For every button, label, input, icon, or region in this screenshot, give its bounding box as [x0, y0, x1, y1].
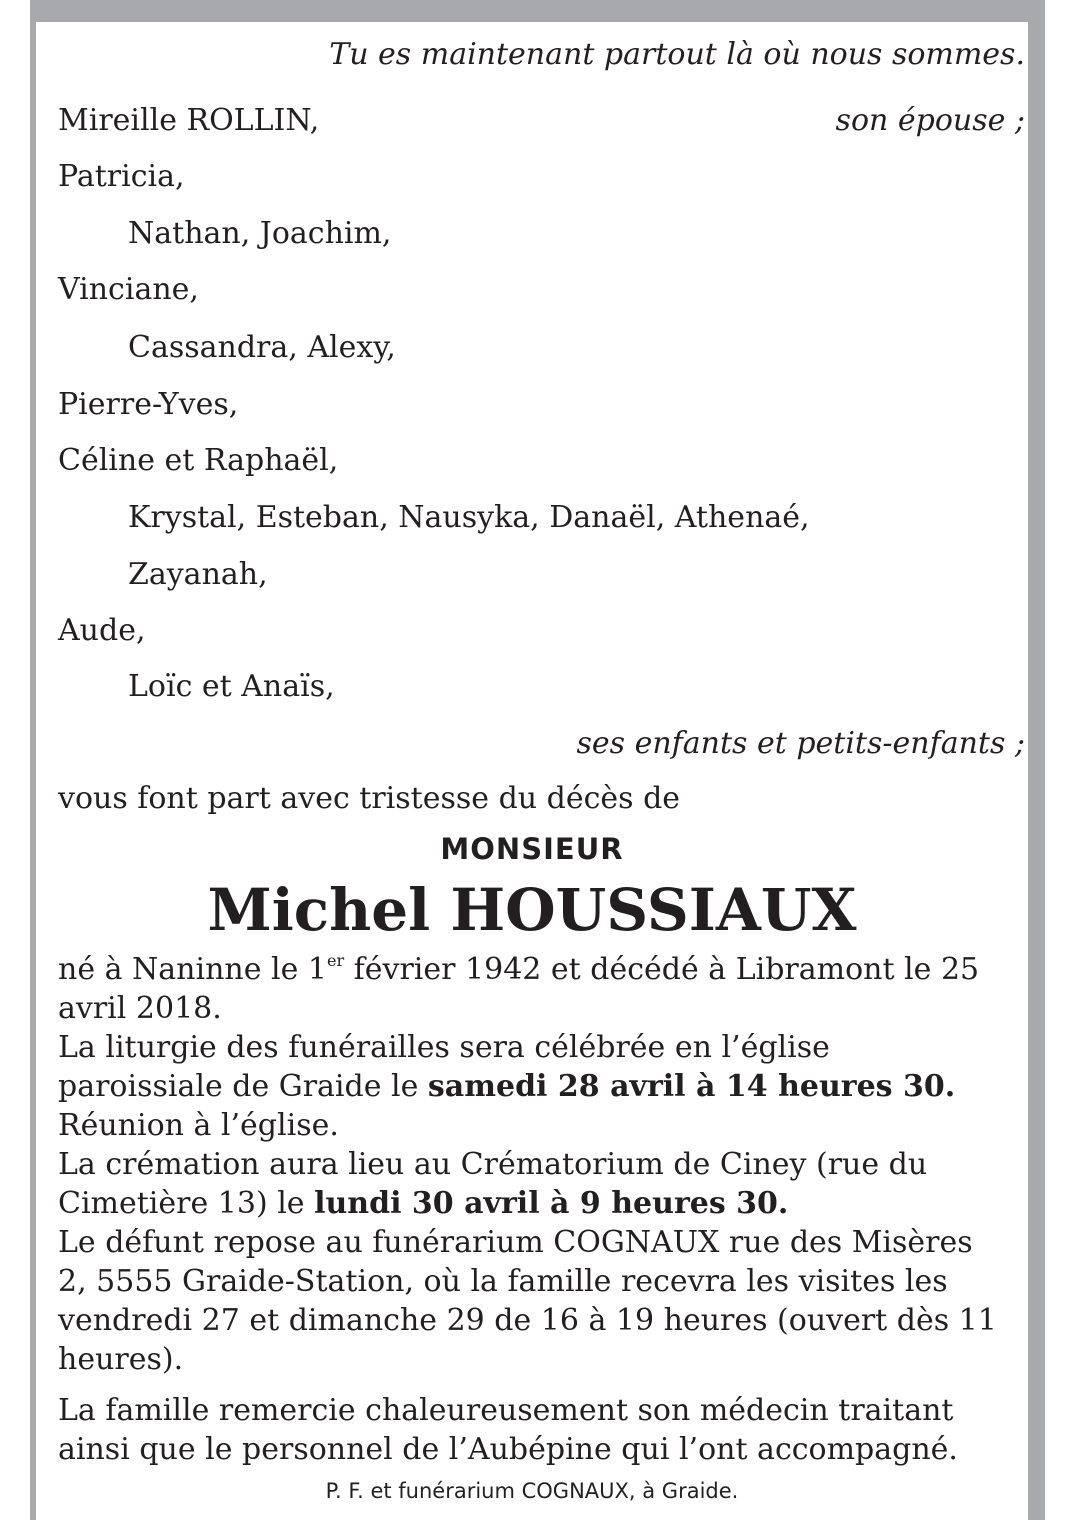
epigraph: Tu es maintenant partout là où nous sommes. — [329, 37, 1025, 72]
liturgy-info: La liturgie des funérailles sera célébrée en l’église paroissiale de Graide le samedi 28 avril à 14 heures 30. — [58, 1030, 956, 1104]
meeting-info: Réunion à l’église. — [58, 1108, 339, 1143]
family-line: Pierre-Yves, — [58, 387, 239, 422]
family-line: Zayanah, — [128, 557, 268, 592]
spouse-name: Mireille ROLLIN, — [58, 103, 320, 138]
cremation-info: La crémation aura lieu au Crématorium de Ciney (rue du Cimetière 13) le lundi 30 avril à 9 heures 30. — [58, 1147, 928, 1221]
family-line: Aude, — [58, 613, 146, 648]
family-line: Cassandra, Alexy, — [128, 330, 396, 365]
details-block — [58, 950, 1003, 1379]
family-line: Loïc et Anaïs, — [128, 669, 335, 704]
family-line: Vinciane, — [58, 272, 199, 307]
spouse-role: son épouse ; — [835, 103, 1025, 138]
birth-death-info: né à Naninne le 1er février 1942 et décédé à Libramont le 25 avril 2018. — [58, 951, 980, 1026]
funeral-home-credit: P. F. et funérarium COGNAUX, à Graide. — [325, 1479, 739, 1503]
honorific: MONSIEUR — [440, 832, 624, 866]
family-line: Krystal, Esteban, Nausyka, Danaël, Athenaé, — [128, 500, 810, 535]
children-role: ses enfants et petits-enfants ; — [576, 726, 1025, 761]
announcement: vous font part avec tristesse du décès de — [58, 781, 681, 816]
deceased-name: Michel HOUSSIAUX — [207, 876, 857, 944]
visitation-info: Le défunt repose au funérarium COGNAUX rue des Misères 2, 5555 Graide-Station, où la famille recevra les visites les vendredi 27 et dimanche 29 de 16 à 19 heures (ouvert dès 11 heures). — [58, 1225, 997, 1377]
family-line: Céline et Raphaël, — [58, 443, 339, 478]
family-line: Nathan, Joachim, — [128, 216, 392, 251]
family-line: Patricia, — [58, 159, 185, 194]
thanks: La famille remercie chaleureusement son médecin traitant ainsi que le personnel de l’Aubépine qui l’ont accompagné. — [58, 1393, 958, 1467]
